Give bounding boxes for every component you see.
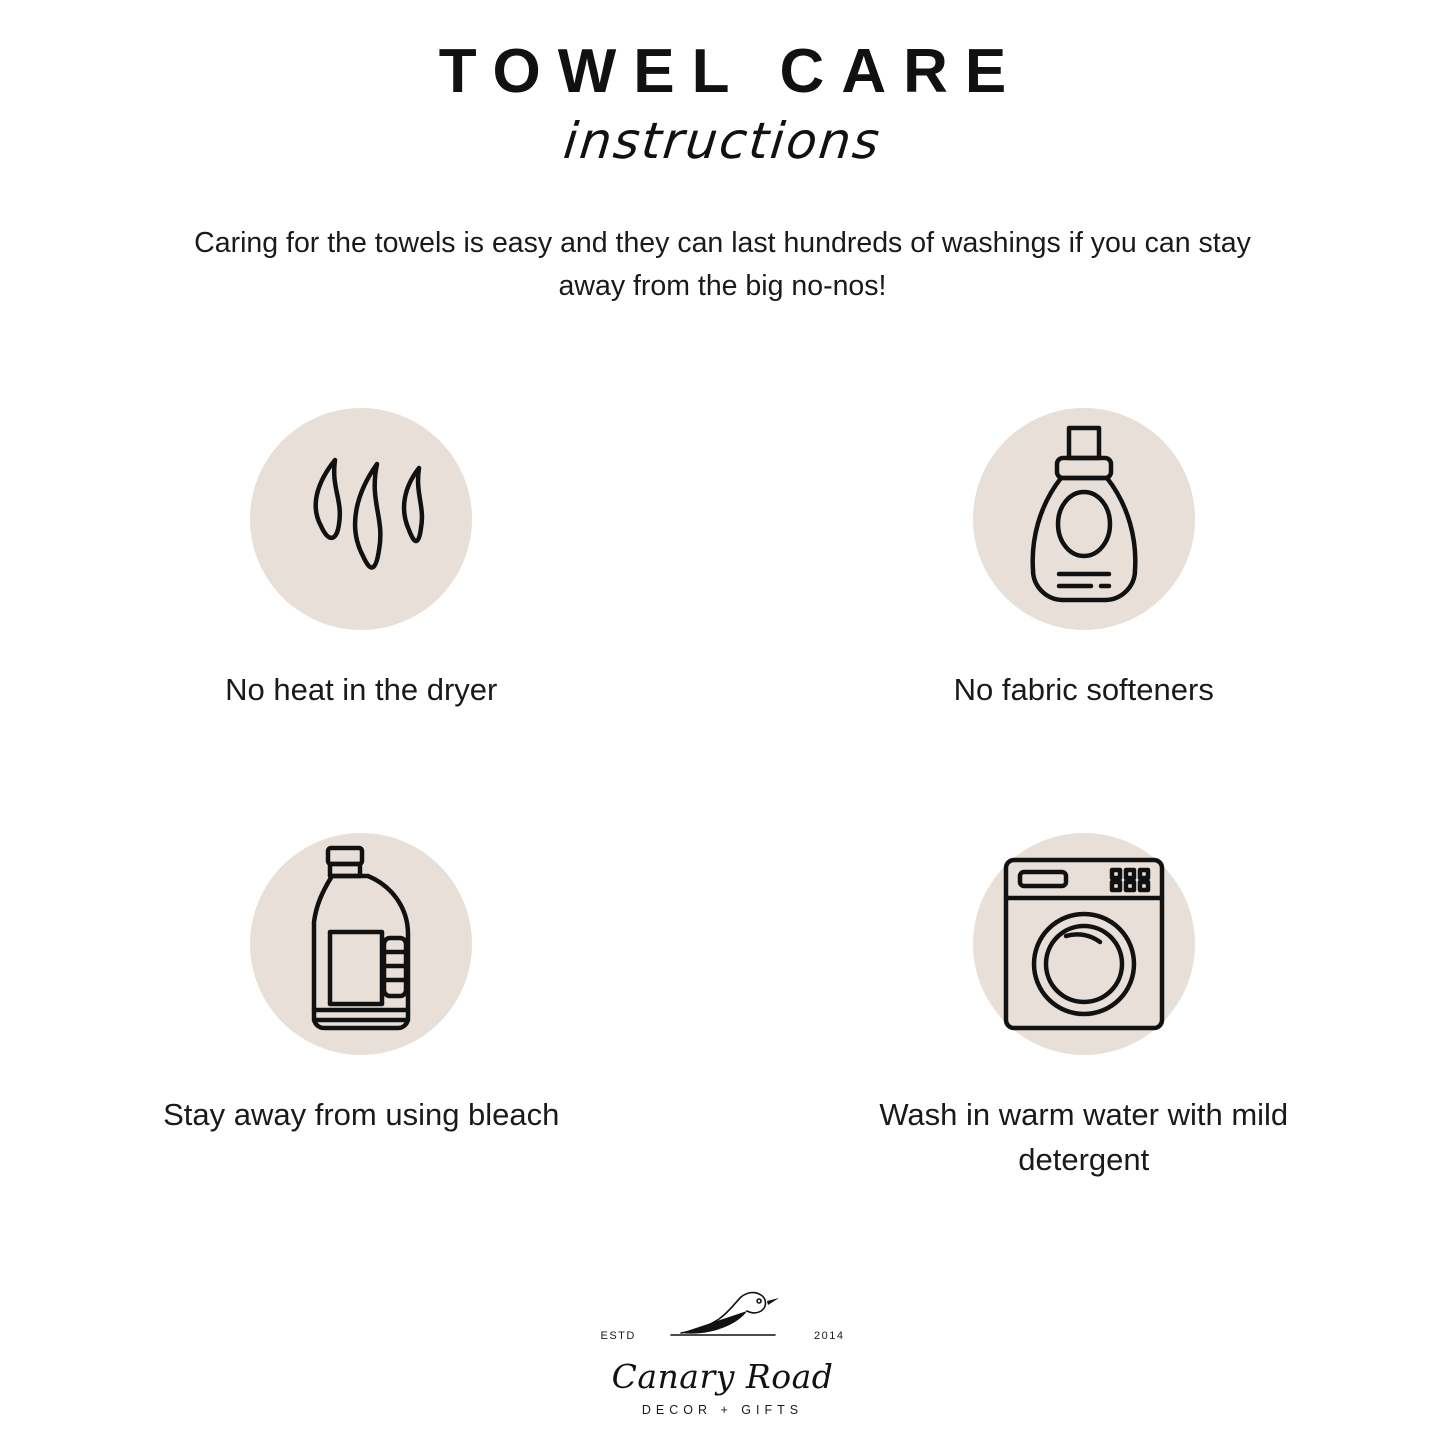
bleach-jug-icon [286,844,436,1044]
care-card-no-bleach [0,833,723,1183]
bird-icon [663,1287,783,1348]
brand-name: Canary Road [611,1357,834,1396]
care-card-label: Wash in warm water with mild detergent [879,1096,1289,1177]
logo-year-label: 2014 [814,1330,845,1342]
care-card-no-softener [723,408,1445,713]
logo-estd-label: ESTD [600,1330,636,1342]
care-card-wash-warm [723,833,1445,1183]
care-instruction-grid [0,408,1445,1183]
heat-waves-icon [291,444,431,594]
care-card-label: No fabric softeners [953,672,1214,707]
page-subtitle: instructions [561,112,884,171]
poster-header [0,0,1445,308]
fabric-softener-bottle-icon [1019,424,1149,614]
care-card-label: Stay away from using bleach [163,1096,560,1132]
logo-mark [573,1290,873,1348]
care-card-no-heat [0,408,723,713]
washing-machine-icon [1000,854,1168,1034]
care-card-label: No heat in the dryer [225,672,498,707]
brand-tagline: DECOR + GIFTS [641,1403,804,1417]
icon-circle [250,408,472,630]
icon-circle [250,833,472,1055]
icon-circle [973,833,1195,1055]
intro-text: Caring for the towels is easy and they can last hundreds of washings if you can stay away from the big no-nos! [194,227,1251,302]
icon-circle [973,408,1195,630]
brand-footer [0,1290,1445,1417]
page-title: TOWEL CARE [438,37,1024,106]
